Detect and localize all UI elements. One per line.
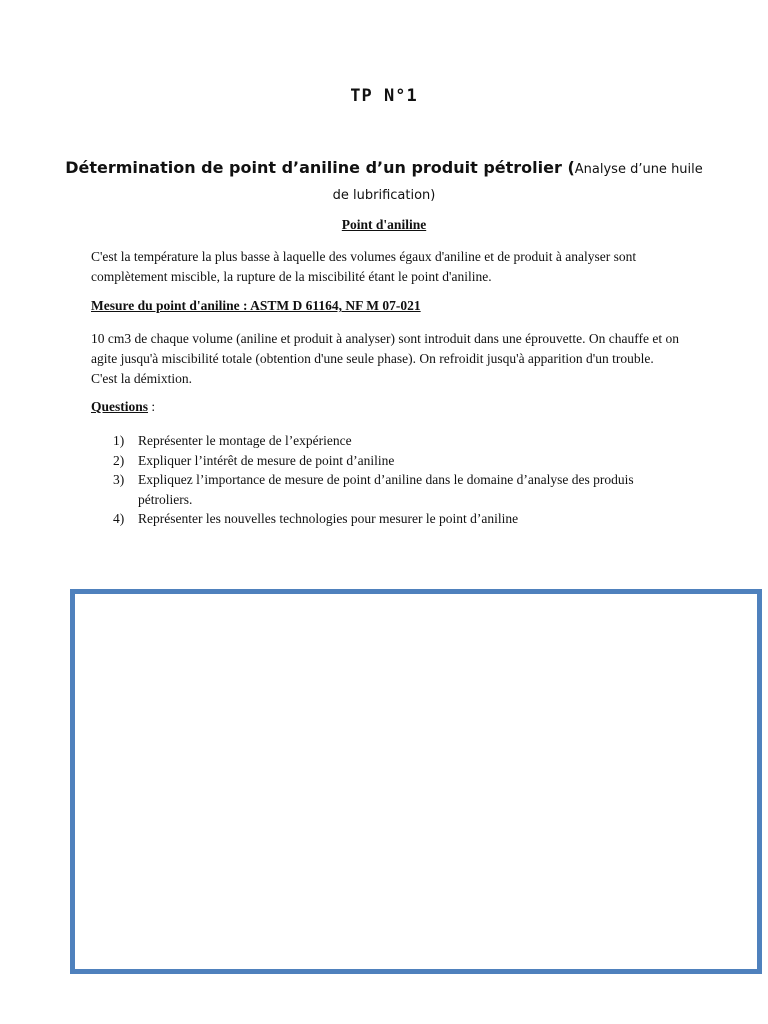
question-item [113,509,673,529]
question-number: 4) [113,511,125,526]
question-number: 2) [113,452,125,468]
question-text: Représenter les nouvelles technologies pour mesurer le point d’aniline [138,511,519,526]
question-item [113,451,673,471]
section-heading-mesure: Mesure du point d'aniline : ASTM D 61164, NF M 07-021 [91,298,421,313]
question-text: Représenter le montage de l’expérience [138,433,352,448]
section-heading-point-aniline: Point d'aniline [341,217,427,232]
answer-box [70,589,762,974]
main-title-bold: Détermination de point d’aniline d’un produit pétrolier ( [65,158,575,177]
question-text: Expliquez l’importance de mesure de point d’aniline dans le domaine d’analyse des produis pétroliers. [138,472,634,507]
question-item [113,431,673,451]
questions-heading [91,399,155,415]
question-text: Expliquer l’intérêt de mesure de point d’aniline [138,452,395,468]
tp-title: TP N°1 [350,86,418,106]
questions-colon: : [148,399,156,414]
paragraph-mesure: 10 cm3 de chaque volume (aniline et produit à analyser) sont introduit dans une éprouvette. On chauffe et on agite jusqu'à miscibilité totale (obtention d'une seule phase). On refroidit jusqu'à apparition d'un trouble. C'est la démixtion. [91,331,679,386]
question-number: 1) [113,433,125,448]
questions-label: Questions [91,399,149,414]
questions-list [113,431,673,529]
question-number: 3) [113,472,125,487]
paragraph-definition: C'est la température la plus basse à laquelle des volumes égaux d'aniline et de produit à analyser sont complètement miscible, la rupture de la miscibilité étant le point d'aniline. [91,249,637,284]
main-title [60,156,708,208]
question-item [113,470,673,509]
main-title-subtitle: Analyse d’une huile de lubrification) [332,162,703,203]
